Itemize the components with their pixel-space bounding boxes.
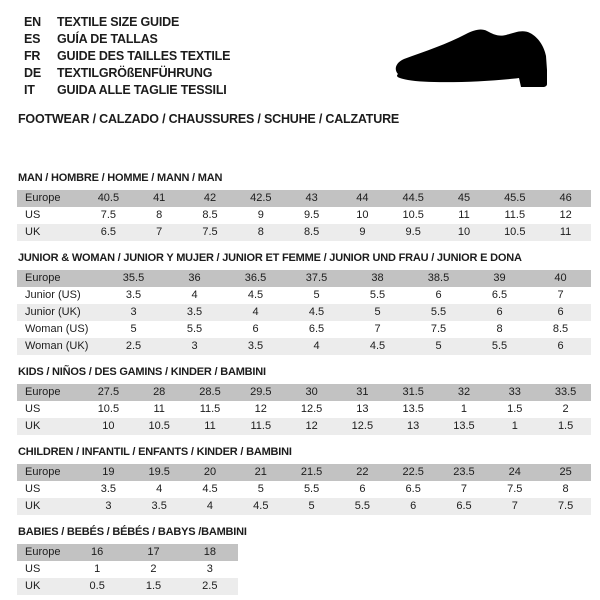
language-label: GUIDA ALLE TAGLIE TESSILI — [57, 83, 227, 97]
table-row — [17, 207, 591, 224]
size-cell: 7 — [460, 483, 468, 495]
size-cell: 36.5 — [225, 270, 286, 287]
size-table — [17, 464, 591, 515]
size-cell: 12.5 — [337, 418, 388, 435]
size-cell: 8.5 — [202, 209, 218, 221]
size-cell: 5.5 — [408, 304, 469, 321]
size-cell: 22 — [337, 464, 388, 481]
size-cell: 5 — [313, 289, 320, 301]
row-label: US — [25, 563, 41, 575]
size-cell: 4.5 — [286, 304, 347, 321]
size-cell: 6.5 — [439, 498, 490, 515]
size-cell: 35.5 — [103, 270, 164, 287]
size-cell: 31 — [337, 384, 388, 401]
size-cell: 46 — [540, 190, 591, 207]
size-cell: 6.5 — [83, 224, 134, 241]
size-cell: 10.5 — [402, 209, 424, 221]
size-cell: 10 — [356, 209, 369, 221]
size-cell: 22.5 — [388, 464, 439, 481]
size-cell: 1.5 — [540, 418, 591, 435]
size-cell: 8.5 — [286, 224, 337, 241]
size-guide-section — [0, 366, 600, 435]
language-code: FR — [24, 49, 41, 63]
size-cell: 40.5 — [83, 190, 134, 207]
size-cell: 18 — [182, 544, 238, 561]
section-title: CHILDREN / INFANTIL / ENFANTS / KINDER / BAMBINI — [18, 446, 292, 458]
size-cell: 9 — [337, 224, 388, 241]
row-label: Woman (UK) — [17, 338, 103, 355]
language-label: GUIDE DES TAILLES TEXTILE — [57, 49, 231, 63]
size-cell: 5 — [286, 498, 337, 515]
size-cell: 3 — [206, 563, 213, 575]
size-cell: 5.5 — [303, 483, 320, 495]
size-cell: 1.5 — [125, 578, 181, 595]
row-label: UK — [17, 498, 83, 515]
size-cell: 6.5 — [308, 323, 325, 335]
size-cell: 3.5 — [100, 483, 117, 495]
row-label: US — [25, 209, 41, 221]
size-cell: 3 — [164, 338, 225, 355]
size-cell: 41 — [134, 190, 185, 207]
size-cell: 28 — [134, 384, 185, 401]
size-cell: 5.5 — [369, 289, 386, 301]
size-cell: 42.5 — [235, 190, 286, 207]
size-table — [17, 544, 238, 595]
size-cell: 45 — [439, 190, 490, 207]
size-cell: 3.5 — [164, 304, 225, 321]
size-cell: 8 — [562, 483, 569, 495]
size-table — [17, 384, 591, 435]
language-label: GUÍA DE TALLAS — [57, 32, 158, 46]
size-guide-section — [0, 252, 600, 355]
language-code: ES — [24, 32, 41, 46]
size-cell: 43 — [286, 190, 337, 207]
language-code: DE — [24, 66, 41, 80]
category-line: FOOTWEAR / CALZADO / CHAUSSURES / SCHUHE / CALZATURE — [18, 112, 400, 126]
size-cell: 6 — [388, 498, 439, 515]
size-cell: 21.5 — [286, 464, 337, 481]
size-cell: 1 — [460, 403, 468, 415]
size-cell: 8.5 — [552, 323, 569, 335]
size-cell: 7.5 — [540, 498, 591, 515]
size-cell: 12.5 — [300, 403, 323, 415]
row-label: UK — [17, 418, 83, 435]
size-cell: 5.5 — [337, 498, 388, 515]
section-title: KIDS / NIÑOS / DES GAMINS / KINDER / BAMBINI — [18, 366, 266, 378]
table-row — [17, 561, 238, 578]
size-cell: 7.5 — [430, 323, 447, 335]
size-cell: 40 — [530, 270, 591, 287]
size-cell: 4.5 — [235, 498, 286, 515]
size-cell: 5 — [347, 304, 408, 321]
size-cell: 42 — [185, 190, 236, 207]
size-cell: 37.5 — [286, 270, 347, 287]
size-cell: 2.5 — [182, 578, 238, 595]
language-code: IT — [24, 83, 35, 97]
size-cell: 19 — [83, 464, 134, 481]
size-cell: 16 — [69, 544, 125, 561]
size-cell: 10 — [83, 418, 134, 435]
size-cell: 30 — [286, 384, 337, 401]
size-cell: 1.5 — [507, 403, 523, 415]
size-cell: 6 — [435, 289, 442, 301]
size-cell: 3 — [103, 304, 164, 321]
size-cell: 11.5 — [235, 418, 286, 435]
size-cell: 25 — [540, 464, 591, 481]
language-code: EN — [24, 15, 41, 29]
size-cell: 13 — [356, 403, 369, 415]
size-cell: 23.5 — [439, 464, 490, 481]
size-cell: 10.5 — [97, 403, 120, 415]
size-cell: 5 — [408, 338, 469, 355]
size-cell: 0.5 — [69, 578, 125, 595]
size-cell: 45.5 — [489, 190, 540, 207]
size-cell: 9.5 — [388, 224, 439, 241]
row-label: US — [25, 403, 41, 415]
size-cell: 13.5 — [439, 418, 490, 435]
size-tables — [0, 172, 600, 595]
size-cell: 3.5 — [125, 289, 142, 301]
table-row — [17, 338, 591, 355]
table-row — [17, 401, 591, 418]
size-guide-section — [0, 172, 600, 241]
size-cell: 8 — [235, 224, 286, 241]
size-cell: 1 — [489, 418, 540, 435]
row-label: Junior (US) — [25, 289, 81, 301]
size-cell: 8 — [496, 323, 503, 335]
size-cell: 11 — [540, 224, 591, 241]
size-cell: 9.5 — [303, 209, 320, 221]
size-cell: 24 — [489, 464, 540, 481]
row-label: UK — [17, 578, 69, 595]
size-cell: 7 — [557, 289, 564, 301]
size-cell: 8 — [156, 209, 163, 221]
size-cell: 33 — [489, 384, 540, 401]
size-cell: 32 — [439, 384, 490, 401]
table-row — [17, 498, 591, 515]
size-cell: 6 — [530, 338, 591, 355]
row-label: UK — [17, 224, 83, 241]
size-cell: 4 — [156, 483, 163, 495]
size-cell: 13 — [388, 418, 439, 435]
size-cell: 4 — [225, 304, 286, 321]
section-title: MAN / HOMBRE / HOMME / MANN / MAN — [18, 172, 223, 184]
table-row — [17, 321, 591, 338]
section-title: BABIES / BEBÉS / BÉBÉS / BABYS /BAMBINI — [18, 526, 247, 538]
language-label: TEXTILGRÖßENFÜHRUNG — [57, 66, 213, 80]
size-cell: 9 — [257, 209, 264, 221]
size-cell: 1 — [94, 563, 101, 575]
size-cell: 11 — [153, 403, 165, 415]
size-cell: 7.5 — [185, 224, 236, 241]
table-header-row — [17, 544, 238, 561]
size-cell: 2 — [150, 563, 157, 575]
size-cell: 12 — [286, 418, 337, 435]
size-cell: 5 — [257, 483, 264, 495]
size-cell: 3.5 — [225, 338, 286, 355]
size-cell: 7.5 — [507, 483, 523, 495]
size-cell: 10.5 — [134, 418, 185, 435]
size-cell: 27.5 — [83, 384, 134, 401]
size-cell: 6 — [530, 304, 591, 321]
size-cell: 7.5 — [100, 209, 117, 221]
size-cell: 44 — [337, 190, 388, 207]
size-table — [17, 270, 591, 355]
size-cell: 2.5 — [103, 338, 164, 355]
section-title: JUNIOR & WOMAN / JUNIOR Y MUJER / JUNIOR ET FEMME / JUNIOR UND FRAU / JUNIOR E DONA — [18, 252, 522, 264]
size-cell: 11.5 — [504, 209, 526, 221]
size-cell: 7 — [134, 224, 185, 241]
size-cell: 4.5 — [202, 483, 218, 495]
row-label: Europe — [17, 464, 83, 481]
size-cell: 17 — [125, 544, 181, 561]
size-cell: 38.5 — [408, 270, 469, 287]
table-header-row — [17, 464, 591, 481]
row-label: US — [25, 483, 41, 495]
size-cell: 6 — [469, 304, 530, 321]
size-cell: 4.5 — [347, 338, 408, 355]
size-cell: 4 — [185, 498, 236, 515]
row-label: Europe — [17, 544, 69, 561]
size-cell: 6 — [252, 323, 259, 335]
table-row — [17, 304, 591, 321]
size-cell: 38 — [347, 270, 408, 287]
table-header-row — [17, 384, 591, 401]
size-cell: 5.5 — [186, 323, 203, 335]
size-cell: 11 — [458, 209, 470, 221]
size-cell: 39 — [469, 270, 530, 287]
size-cell: 7 — [489, 498, 540, 515]
size-guide-section — [0, 446, 600, 515]
row-label: Woman (US) — [25, 323, 89, 335]
size-cell: 6 — [359, 483, 366, 495]
size-cell: 6.5 — [491, 289, 508, 301]
table-row — [17, 287, 591, 304]
size-cell: 10.5 — [489, 224, 540, 241]
row-label: Europe — [17, 190, 83, 207]
language-label: TEXTILE SIZE GUIDE — [57, 15, 180, 29]
page-header — [0, 0, 600, 127]
size-cell: 4 — [191, 289, 198, 301]
size-cell: 4.5 — [247, 289, 264, 301]
size-cell: 10 — [439, 224, 490, 241]
table-row — [17, 224, 591, 241]
size-cell: 21 — [235, 464, 286, 481]
size-cell: 2 — [562, 403, 569, 415]
size-cell: 11.5 — [199, 403, 221, 415]
table-header-row — [17, 190, 591, 207]
size-cell: 29.5 — [235, 384, 286, 401]
table-header-row — [17, 270, 591, 287]
size-cell: 28.5 — [185, 384, 236, 401]
size-cell: 19.5 — [134, 464, 185, 481]
size-cell: 44.5 — [388, 190, 439, 207]
dress-shoe-icon — [392, 24, 572, 99]
table-row — [17, 578, 238, 595]
row-label: Junior (UK) — [17, 304, 103, 321]
size-cell: 12 — [254, 403, 267, 415]
row-label: Europe — [17, 270, 103, 287]
size-cell: 5.5 — [469, 338, 530, 355]
size-cell: 20 — [185, 464, 236, 481]
size-table — [17, 190, 591, 241]
size-cell: 6.5 — [405, 483, 421, 495]
size-cell: 7 — [374, 323, 381, 335]
size-cell: 33.5 — [540, 384, 591, 401]
size-cell: 36 — [164, 270, 225, 287]
size-cell: 3 — [83, 498, 134, 515]
table-row — [17, 481, 591, 498]
size-cell: 4 — [286, 338, 347, 355]
size-cell: 3.5 — [134, 498, 185, 515]
size-cell: 11 — [185, 418, 236, 435]
size-cell: 13.5 — [402, 403, 424, 415]
size-guide-section — [0, 526, 600, 595]
size-cell: 5 — [130, 323, 137, 335]
row-label: Europe — [17, 384, 83, 401]
table-row — [17, 418, 591, 435]
size-cell: 12 — [559, 209, 572, 221]
size-cell: 31.5 — [388, 384, 439, 401]
